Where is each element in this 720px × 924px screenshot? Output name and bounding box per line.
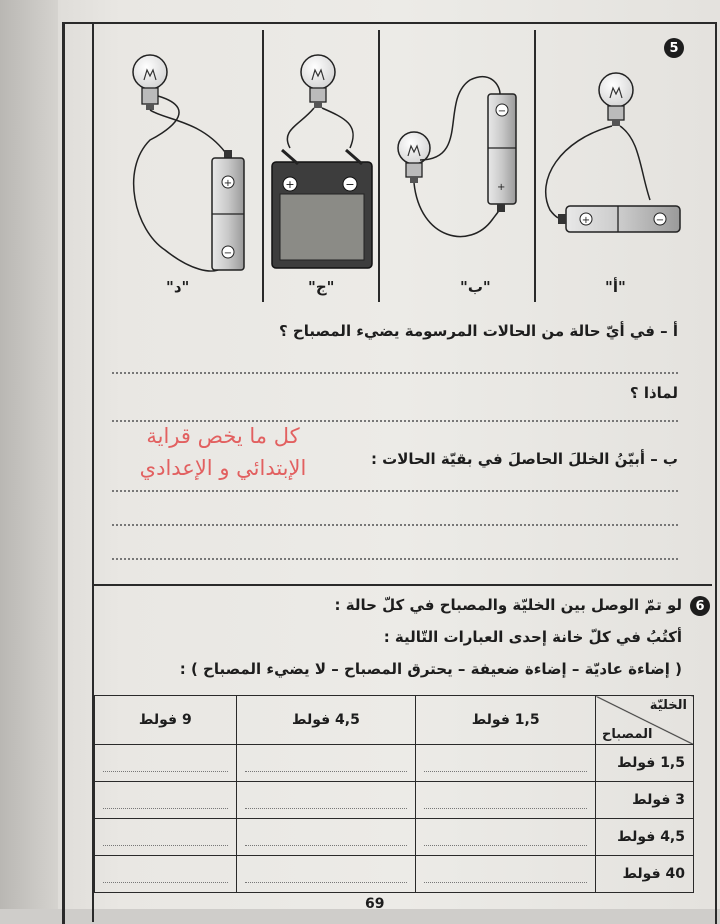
answer-line-b2: [112, 524, 678, 526]
page-number: 69: [365, 896, 385, 912]
question-a: أ – في أيّ حالة من الحالات المرسومة يضيء المصباح ؟: [278, 322, 678, 340]
row-header: 4,5 فولط: [596, 819, 694, 856]
circuit-illustrations: [0, 0, 720, 300]
exercise-6-line-1: لو تمّ الوصل بين الخليّة والمصباح في كلّ حالة :: [334, 596, 682, 614]
svg-text:+: +: [285, 178, 295, 191]
row-header: 1,5 فولط: [596, 745, 694, 782]
voltage-table: [94, 695, 694, 893]
case-b-circuit: [398, 77, 516, 237]
answer-cell[interactable]: [95, 856, 237, 893]
watermark-text: كل ما يخص قراية الإبتدائي و الإعدادي: [139, 424, 307, 480]
case-label-c: "ج": [308, 278, 335, 296]
answer-cell[interactable]: [416, 782, 596, 819]
case-label-a: "أ": [605, 278, 626, 296]
exercise-6-line-2: أكتُبُ في كلّ خانة إحدى العبارات التّالية :: [383, 628, 682, 646]
answer-line-a: [112, 372, 678, 374]
svg-text:−: −: [223, 248, 233, 259]
svg-text:−: −: [345, 178, 355, 191]
svg-text:−: −: [497, 106, 507, 117]
svg-text:+: +: [581, 215, 591, 226]
answer-cell[interactable]: [416, 819, 596, 856]
column-header: 1,5 فولط: [416, 696, 596, 745]
table-row: [95, 819, 694, 856]
table-row: [95, 782, 694, 819]
answer-cell[interactable]: [416, 745, 596, 782]
answer-cell[interactable]: [236, 819, 416, 856]
table-row: [95, 745, 694, 782]
question-why: لماذا ؟: [629, 384, 678, 402]
row-header: 40 فولط: [596, 856, 694, 893]
case-label-d: "د": [166, 278, 190, 296]
answer-cell[interactable]: [416, 856, 596, 893]
table-row: [95, 856, 694, 893]
table-corner-cell: الخليّة المصباح: [596, 696, 694, 745]
answer-cell[interactable]: [95, 745, 237, 782]
case-c-circuit: [272, 55, 372, 268]
answer-cell[interactable]: [236, 745, 416, 782]
row-header: 3 فولط: [596, 782, 694, 819]
column-header: 4,5 فولط: [236, 696, 416, 745]
svg-text:−: −: [655, 215, 665, 226]
answer-line-b1: [112, 490, 678, 492]
answer-cell[interactable]: [236, 782, 416, 819]
question-b: ب – أبيّنُ الخللَ الحاصلَ في بقيّة الحالات :: [370, 450, 678, 468]
section-separator: [92, 584, 712, 586]
exercise-6-number: 6: [690, 596, 710, 616]
svg-text:+: +: [497, 182, 506, 193]
exercise-5-number: 5: [664, 38, 684, 58]
answer-cell[interactable]: [95, 819, 237, 856]
column-header: 9 فولط: [95, 696, 237, 745]
exercise-6-line-3: ( إضاءة عاديّة – إضاءة ضعيفة – يحترق المصباح – لا يضيء المصباح ) :: [179, 660, 682, 678]
case-a-circuit: [546, 73, 680, 232]
answer-cell[interactable]: [236, 856, 416, 893]
answer-line-b3: [112, 558, 678, 560]
answer-cell[interactable]: [95, 782, 237, 819]
svg-text:+: +: [223, 178, 233, 189]
case-d-circuit: [133, 55, 244, 271]
case-label-b: "ب": [460, 278, 491, 296]
